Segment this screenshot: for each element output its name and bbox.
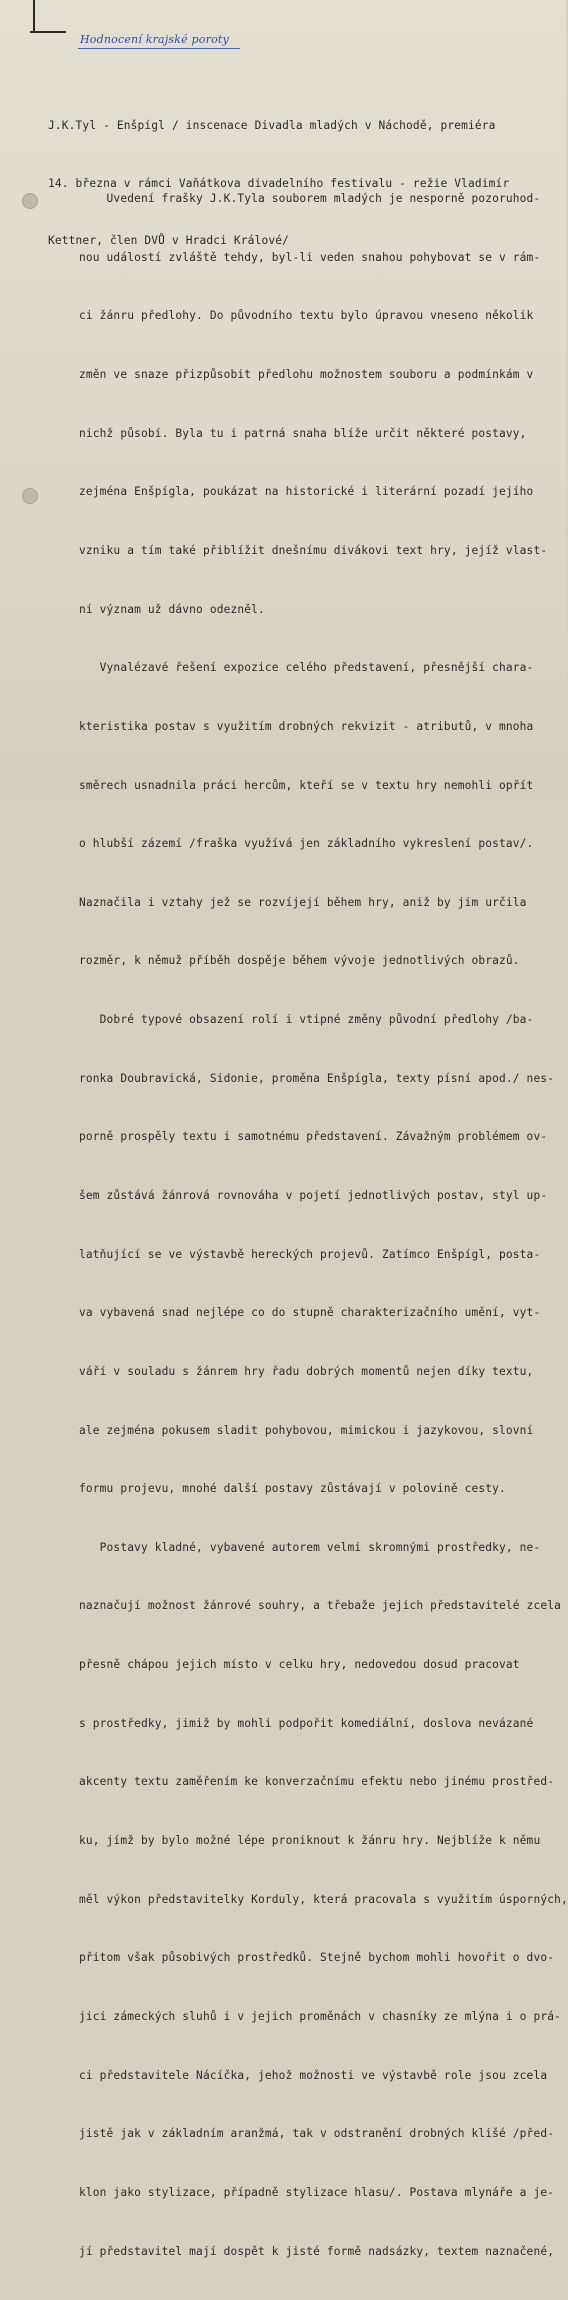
body-line: Naznačila i vztahy jež se rozvíjejí během hry, aniž by jim určila <box>79 895 527 909</box>
punch-hole <box>22 488 38 504</box>
body-line: va vybavená snad nejlépe co do stupně charakterizačního umění, vyt- <box>79 1306 541 1320</box>
body-line: porně prospěly textu i samotnému představení. Závažným problémem ov- <box>79 1130 548 1144</box>
body-line: váří v souladu s žánrem hry řadu dobrých momentů nejen díky textu, <box>79 1364 534 1378</box>
body-line: vzniku a tím také přiblížit dnešnímu divákovi text hry, jejíž vlast- <box>79 543 548 557</box>
body-line: ronka Doubravická, Sidonie, proměna Enšpígla, texty písní apod./ nes- <box>79 1071 555 1085</box>
body-text <box>79 150 568 2300</box>
body-line: Uvedení frašky J.K.Tyla souborem mladých je nesporně pozoruhod- <box>79 192 541 206</box>
body-line: ale zejména pokusem sladit pohybovou, mimickou i jazykovou, slovní <box>79 1423 534 1437</box>
heading-line: 14. března v rámci Vaňátkova divadelního festivalu - režie Vladimír <box>48 176 510 190</box>
body-line: akcenty textu zaměřením ke konverzačnímu efektu nebo jinému prostřed- <box>79 1775 555 1789</box>
body-line: jistě jak v základním aranžmá, tak v odstranění drobných klišé /před- <box>79 2127 555 2141</box>
body-line: ní význam už dávno odezněl. <box>79 602 265 616</box>
body-line: ku, jímž by bylo možné lépe proniknout k žánru hry. Nejblíže k němu <box>79 1834 541 1848</box>
body-line: měl výkon představitelky Korduly, která pracovala s využitím úsporných, <box>79 1892 568 1906</box>
body-line: kteristika postav s využitím drobných rekvizit - atributů, v mnoha <box>79 719 534 733</box>
punch-hole <box>22 193 38 209</box>
heading-line: J.K.Tyl - Enšpígl / inscenace Divadla mladých v Náchodě, premiéra <box>48 119 496 132</box>
body-line: zejména Enšpígla, poukázat na historické i literární pozadí jejího <box>79 485 534 499</box>
body-line: klon jako stylizace, případně stylizace hlasu/. Postava mlynáře a je- <box>79 2185 555 2199</box>
body-line: ci žánru předlohy. Do původního textu bylo úpravou vneseno několik <box>79 309 534 323</box>
body-line: Dobré typové obsazení rolí i vtipné změny původní předlohy /ba- <box>79 1013 534 1027</box>
body-line: naznačují možnost žánrové souhry, a třebaže jejich představitelé zcela <box>79 1599 561 1613</box>
body-line: latňující se ve výstavbě hereckých projevů. Zatímco Enšpígl, posta- <box>79 1247 541 1261</box>
body-line: formu projevu, mnohé další postavy zůstávají v polovině cesty. <box>79 1482 506 1496</box>
body-line: směrech usnadnila práci hercům, kteří se v textu hry nemohli opřít <box>79 778 534 792</box>
body-line: nichž působí. Byla tu i patrná snaha blíže určit některé postavy, <box>79 426 527 440</box>
body-line: jí představitel mají dospět k jisté formě nadsázky, textem naznačené, <box>79 2244 555 2258</box>
handwritten-title: Hodnocení krajské poroty <box>80 33 229 46</box>
handwritten-underline <box>78 48 240 49</box>
body-line: nou událostí zvláště tehdy, byl-li veden snahou pohybovat se v rám- <box>79 250 541 264</box>
heading-line: Kettner, člen DVŮ v Hradci Králové/ <box>48 234 289 248</box>
body-line: s prostředky, jimiž by mohli podpořit komediální, doslova nevázané <box>79 1716 534 1730</box>
body-line: jici zámeckých sluhů i v jejich proměnách v chasníky ze mlýna i o prá- <box>79 2009 561 2023</box>
body-line: o hlubší zázemí /fraška využívá jen základního vykreslení postav/. <box>79 837 534 851</box>
body-line: rozměr, k němuž příběh dospěje během vývoje jednotlivých obrazů. <box>79 954 520 968</box>
body-line: Vynalézavé řešení expozice celého představení, přesnější chara- <box>79 661 534 675</box>
body-line: ci představitele Nácíčka, jehož možnosti ve výstavbě role jsou zcela <box>79 2068 548 2082</box>
corner-mark-vertical <box>33 0 35 31</box>
body-line: šem zůstává žánrová rovnováha v pojetí jednotlivých postav, styl up- <box>79 1188 548 1202</box>
body-line: přitom však působivých prostředků. Stejně bychom mohli hovořit o dvo- <box>79 1951 555 1965</box>
body-line: přesně chápou jejich místo v celku hry, nedovedou dosud pracovat <box>79 1658 520 1672</box>
body-line: Postavy kladné, vybavené autorem velmi skromnými prostředky, ne- <box>79 1540 541 1554</box>
corner-mark-horizontal <box>30 31 66 33</box>
body-line: změn ve snaze přizpůsobit předlohu možnostem souboru a podmínkám v <box>79 368 534 382</box>
